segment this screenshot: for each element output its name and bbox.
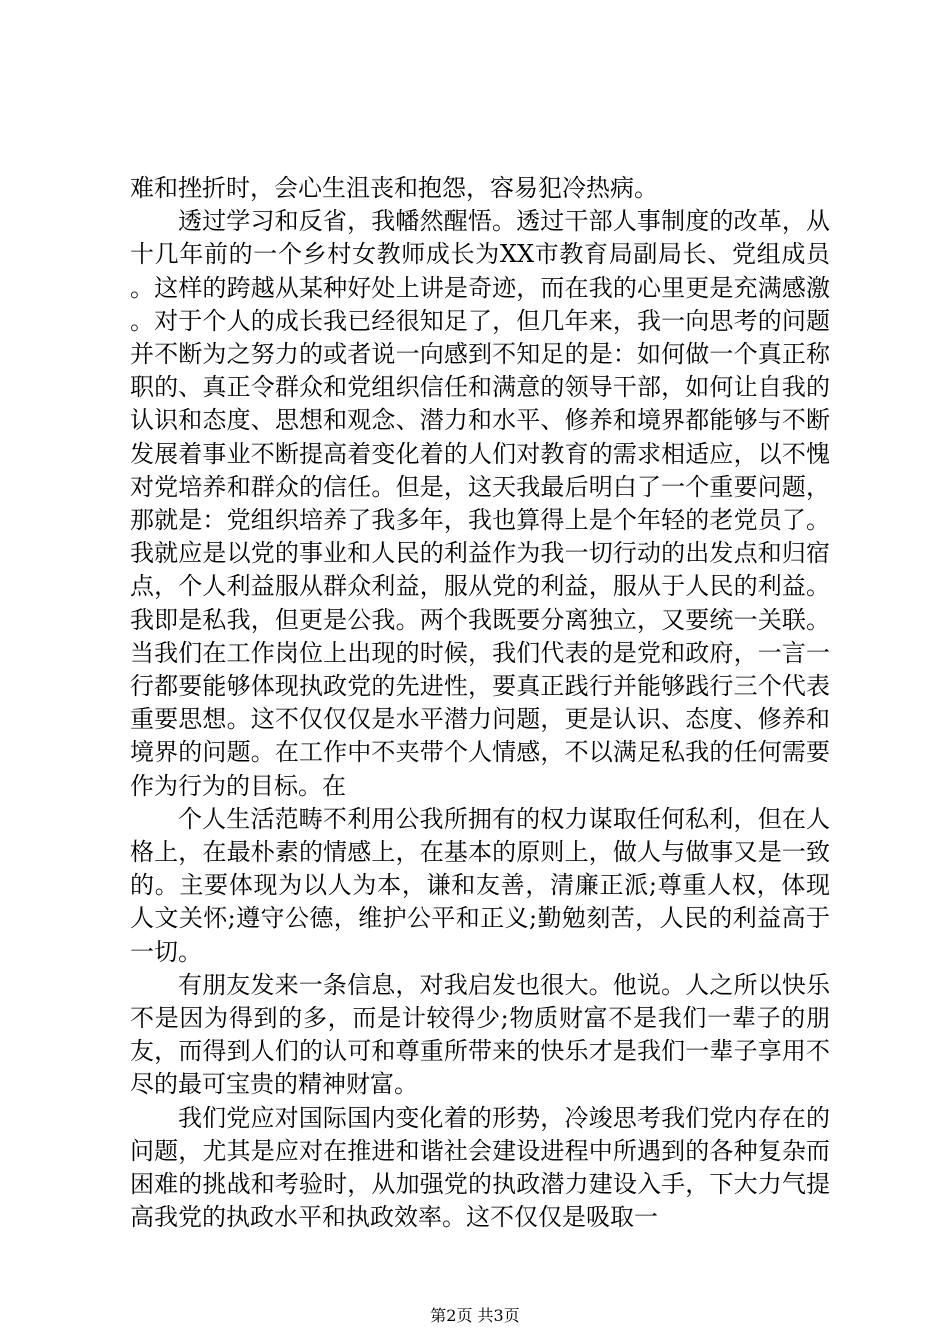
paragraph-4: 有朋友发来一条信息，对我启发也很大。他说。人之所以快乐不是因为得到的多，而是计较得少;物质财富不是我们一辈子的朋友，而得到人们的认可和尊重所带来的快乐才是我们一辈子享用不尽的最可宝贵的精神财富。 xyxy=(130,970,830,1099)
paragraph-3: 个人生活范畴不利用公我所拥有的权力谋取任何私利，但在人格上，在最朴素的情感上，在基本的原则上，做人与做事又是一致的。主要体现为以人为本，谦和友善，清廉正派;尊重人权，体现人文关怀;遵守公德，维护公平和正义;勤勉刻苦，人民的利益高于一切。 xyxy=(130,804,830,966)
paragraph-2: 透过学习和反省，我幡然醒悟。透过干部人事制度的改革，从十几年前的一个乡村女教师成长为XX市教育局副局长、党组成员。这样的跨越从某种好处上讲是奇迹，而在我的心里更是充满感激。对于个人的成长我已经很知足了，但几年来，我一向思考的问题并不断为之努力的或者说一向感到不知足的是：如何做一个真正称职的、真正令群众和党组织信任和满意的领导干部，如何让自我的认识和态度、思想和观念、潜力和水平、修养和境界都能够与不断发展着事业不断提高着变化着的人们对教育的需求相适应，以不愧对党培养和群众的信任。但是，这天我最后明白了一个重要问题，那就是：党组织培养了我多年，我也算得上是个年轻的老党员了。我就应是以党的事业和人民的利益作为我一切行动的出发点和归宿点，个人利益服从群众利益，服从党的利益，服从于人民的利益。我即是私我，但更是公我。两个我既要分离独立，又要统一关联。当我们在工作岗位上出现的时候，我们代表的是党和政府，一言一行都要能够体现执政党的先进性，要真正践行并能够践行三个代表重要思想。这不仅仅仅是水平潜力问题，更是认识、态度、修养和境界的问题。在工作中不夹带个人情感，不以满足私我的任何需要作为行为的目标。在 xyxy=(130,207,830,800)
paragraph-1: 难和挫折时，会心生沮丧和抱怨，容易犯冷热病。 xyxy=(130,174,658,202)
document-body xyxy=(130,172,830,1235)
paragraph-5: 我们党应对国际国内变化着的形势，冷竣思考我们党内存在的问题，尤其是应对在推进和谐社会建设进程中所遇到的各种复杂而困难的挑战和考验时，从加强党的执政潜力建设入手，下大力气提高我党的执政水平和执政效率。这不仅仅是吸取一 xyxy=(130,1103,830,1232)
page-number-footer: 第2页 共3页 xyxy=(430,1306,520,1325)
